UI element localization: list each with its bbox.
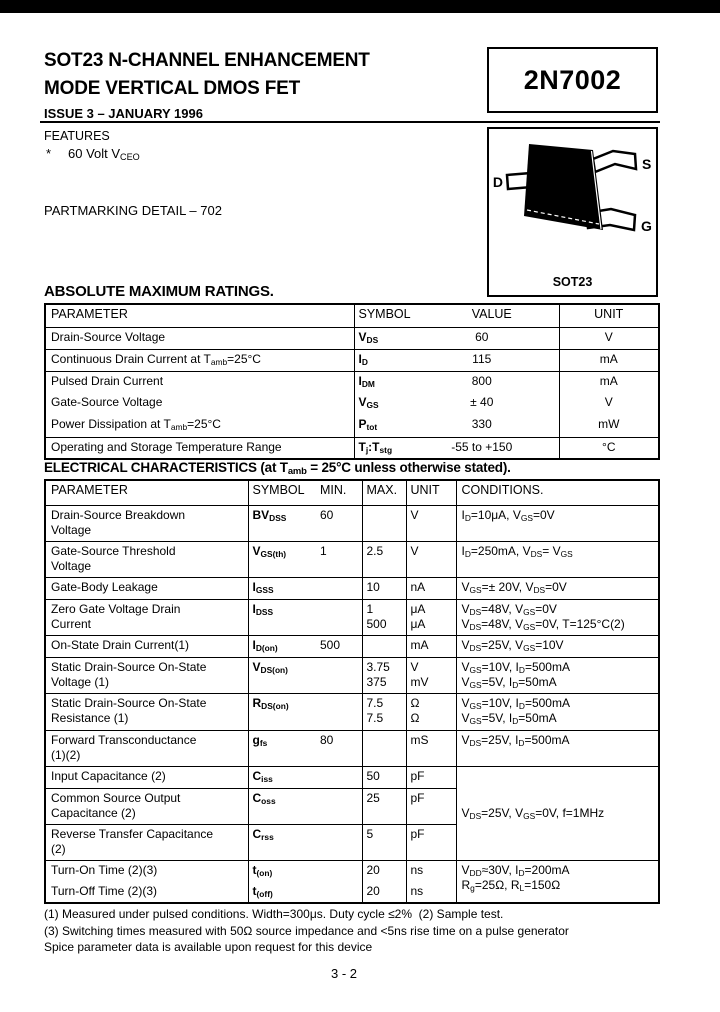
cell-min bbox=[310, 766, 362, 788]
cell-min: 60 bbox=[310, 505, 362, 541]
cell-conditions-merged: $V_{DS}=25V$, $V_{GS}=0V$, f=1MHz bbox=[456, 766, 659, 860]
cell-unit: pF bbox=[406, 824, 456, 860]
cell-parameter: Power Dissipation at $T_{amb}=25^\circ C$ bbox=[45, 415, 354, 437]
abs-max-heading: ABSOLUTE MAXIMUM RATINGS. bbox=[44, 283, 274, 300]
cell-unit: mW bbox=[559, 415, 659, 437]
cell-symbol: $BV_{DSS}$ bbox=[248, 505, 310, 541]
table-row bbox=[45, 541, 659, 577]
partmarking-detail: PARTMARKING DETAIL – 702 bbox=[44, 203, 222, 218]
cell-min bbox=[310, 882, 362, 903]
cell-parameter: Turn-On Time (2)(3) bbox=[45, 860, 248, 882]
footnote-3: (3) Switching times measured with 50Ω source impedance and <5ns rise time on a pulse generator bbox=[44, 923, 569, 938]
table-row bbox=[45, 371, 659, 393]
cell-min: 1 bbox=[310, 541, 362, 577]
cell-symbol: $I_{GSS}$ bbox=[248, 577, 310, 599]
issue-line: ISSUE 3 – JANUARY 1996 bbox=[44, 106, 203, 121]
table-row bbox=[45, 730, 659, 766]
col-header-max: MAX. bbox=[362, 480, 406, 505]
cell-unit: nA bbox=[406, 577, 456, 599]
cell-conditions: $V_{DS}=48V$, $V_{GS}=0V$ $V_{DS}=48V$, $V_{GS}=0V$, T=125°C(2) bbox=[456, 599, 659, 635]
package-drawing-box bbox=[487, 127, 658, 297]
cell-min bbox=[310, 860, 362, 882]
footnote-spice: Spice parameter data is available upon request for this device bbox=[44, 940, 373, 954]
cell-max: 5 bbox=[362, 824, 406, 860]
table-row bbox=[45, 860, 659, 882]
cell-symbol: $C_{rss}$ bbox=[248, 824, 310, 860]
cell-min bbox=[310, 599, 362, 635]
cell-conditions: $V_{GS}=10V$, $I_D=500mA$ $V_{GS}=5V$, $I_D=50mA$ bbox=[456, 657, 659, 693]
cell-max: 20 bbox=[362, 882, 406, 903]
cell-parameter: Pulsed Drain Current bbox=[45, 371, 354, 393]
cell-symbol: $t_{(off)}$ bbox=[248, 882, 310, 903]
cell-max: 7.5 7.5 bbox=[362, 693, 406, 730]
cell-unit: ns bbox=[406, 860, 456, 882]
cell-unit: °C bbox=[559, 437, 659, 459]
cell-symbol: $V_{DS}$ bbox=[354, 327, 431, 349]
cell-parameter: Operating and Storage Temperature Range bbox=[45, 437, 354, 459]
footnotes bbox=[44, 906, 674, 956]
cell-parameter: On-State Drain Current(1) bbox=[45, 635, 248, 657]
col-header-symbol: SYMBOL bbox=[248, 480, 310, 505]
package-caption: SOT23 bbox=[552, 275, 593, 289]
cell-parameter: Turn-Off Time (2)(3) bbox=[45, 882, 248, 903]
cell-max: 50 bbox=[362, 766, 406, 788]
cell-value: ± 40 bbox=[431, 393, 559, 415]
part-number-box bbox=[487, 47, 658, 113]
cell-symbol: $V_{GS(th)}$ bbox=[248, 541, 310, 577]
cell-symbol: $C_{iss}$ bbox=[248, 766, 310, 788]
cell-value: 800 bbox=[431, 371, 559, 393]
pin-label-d: D bbox=[492, 174, 503, 190]
table-header-row bbox=[45, 304, 659, 327]
page-title-line2: MODE VERTICAL DMOS FET bbox=[44, 78, 300, 99]
col-header-value: VALUE bbox=[431, 304, 559, 327]
cell-unit: mA bbox=[406, 635, 456, 657]
table-row bbox=[45, 437, 659, 459]
cell-max bbox=[362, 730, 406, 766]
table-header-row bbox=[45, 480, 659, 505]
cell-min: 80 bbox=[310, 730, 362, 766]
cell-conditions: $V_{GS}=10V$, $I_D=500mA$ $V_{GS}=5V$, $I_D=50mA$ bbox=[456, 693, 659, 730]
col-header-parameter: PARAMETER bbox=[45, 480, 248, 505]
cell-parameter: Drain-Source Voltage bbox=[45, 327, 354, 349]
cell-conditions: $I_D=250mA$, $V_{DS}= V_{GS}$ bbox=[456, 541, 659, 577]
abs-max-table bbox=[44, 303, 660, 460]
cell-min bbox=[310, 693, 362, 730]
cell-symbol: $g_{fs}$ bbox=[248, 730, 310, 766]
cell-parameter: Static Drain-Source On-State Resistance (1) bbox=[45, 693, 248, 730]
features-heading: FEATURES bbox=[44, 129, 110, 143]
cell-parameter: Input Capacitance (2) bbox=[45, 766, 248, 788]
page-number: 3 - 2 bbox=[330, 966, 357, 981]
cell-unit: mA bbox=[559, 371, 659, 393]
cell-symbol: $R_{DS(on)}$ bbox=[248, 693, 310, 730]
scan-top-bar bbox=[0, 0, 720, 13]
cell-max: 10 bbox=[362, 577, 406, 599]
cell-min bbox=[310, 788, 362, 824]
cell-conditions: $V_{GS}=\pm 20V$, $V_{DS}=0V$ bbox=[456, 577, 659, 599]
cell-parameter: Gate-Body Leakage bbox=[45, 577, 248, 599]
feature-bullet: * bbox=[46, 146, 52, 161]
table-row bbox=[45, 577, 659, 599]
cell-parameter: Forward Transconductance (1)(2) bbox=[45, 730, 248, 766]
pin-label-s: S bbox=[642, 156, 652, 172]
cell-conditions: $V_{DS}=25V$, $I_D=500mA$ bbox=[456, 730, 659, 766]
table-row bbox=[45, 505, 659, 541]
cell-unit: V mV bbox=[406, 657, 456, 693]
sot23-package-icon bbox=[489, 129, 656, 269]
cell-min bbox=[310, 824, 362, 860]
header-rule bbox=[40, 121, 660, 123]
cell-max: 3.75 375 bbox=[362, 657, 406, 693]
cell-min: 500 bbox=[310, 635, 362, 657]
cell-symbol: $I_{DSS}$ bbox=[248, 599, 310, 635]
cell-symbol: $C_{oss}$ bbox=[248, 788, 310, 824]
cell-parameter: Gate-Source Threshold Voltage bbox=[45, 541, 248, 577]
part-number: 2N7002 bbox=[523, 64, 622, 95]
cell-parameter: Common Source Output Capacitance (2) bbox=[45, 788, 248, 824]
cell-symbol: $P_{tot}$ bbox=[354, 415, 431, 437]
cell-value: 60 bbox=[431, 327, 559, 349]
cell-unit: V bbox=[406, 541, 456, 577]
cell-symbol: $I_D$ bbox=[354, 349, 431, 371]
cell-max: 25 bbox=[362, 788, 406, 824]
cell-symbol: $V_{GS}$ bbox=[354, 393, 431, 415]
table-row bbox=[45, 327, 659, 349]
cell-unit: mA bbox=[559, 349, 659, 371]
cell-value: -55 to +150 bbox=[431, 437, 559, 459]
cell-unit: μA μA bbox=[406, 599, 456, 635]
cell-max bbox=[362, 635, 406, 657]
col-header-conditions: CONDITIONS. bbox=[456, 480, 659, 505]
cell-parameter: Reverse Transfer Capacitance (2) bbox=[45, 824, 248, 860]
col-header-min: MIN. bbox=[310, 480, 362, 505]
table-row bbox=[45, 393, 659, 415]
cell-unit: V bbox=[406, 505, 456, 541]
cell-symbol: $I_{D(on)}$ bbox=[248, 635, 310, 657]
cell-value: 330 bbox=[431, 415, 559, 437]
cell-symbol: $I_{DM}$ bbox=[354, 371, 431, 393]
cell-symbol: $t_{(on)}$ bbox=[248, 860, 310, 882]
cell-min bbox=[310, 657, 362, 693]
table-row bbox=[45, 635, 659, 657]
cell-unit: V bbox=[559, 327, 659, 349]
cell-unit: ns bbox=[406, 882, 456, 903]
table-row bbox=[45, 349, 659, 371]
cell-unit: pF bbox=[406, 788, 456, 824]
cell-parameter: Continuous Drain Current at $T_{amb}=25^\circ C$ bbox=[45, 349, 354, 371]
cell-symbol: $V_{DS(on)}$ bbox=[248, 657, 310, 693]
cell-unit: mS bbox=[406, 730, 456, 766]
cell-conditions-merged: $V_{DD}\approx 30V$, $I_D=200mA$ $R_g=25\Omega$, $R_L=150\Omega$ bbox=[456, 860, 659, 903]
table-row bbox=[45, 766, 659, 788]
cell-unit: V bbox=[559, 393, 659, 415]
cell-unit: Ω Ω bbox=[406, 693, 456, 730]
cell-min bbox=[310, 577, 362, 599]
cell-unit: pF bbox=[406, 766, 456, 788]
elec-char-table bbox=[44, 479, 660, 904]
cell-max bbox=[362, 505, 406, 541]
table-row bbox=[45, 599, 659, 635]
cell-value: 115 bbox=[431, 349, 559, 371]
cell-max: 1 500 bbox=[362, 599, 406, 635]
page-title-line1: SOT23 N-CHANNEL ENHANCEMENT bbox=[44, 50, 370, 71]
elec-char-heading: ELECTRICAL CHARACTERISTICS (at $T_{amb} = 25^\circ C$ unless otherwise stated). bbox=[44, 460, 511, 478]
pin-label-g: G bbox=[641, 218, 652, 234]
cell-conditions: $V_{DS}=25V$, $V_{GS}=10V$ bbox=[456, 635, 659, 657]
col-header-symbol: SYMBOL bbox=[354, 304, 431, 327]
cell-symbol: $T_j:T_{stg}$ bbox=[354, 437, 431, 459]
table-row bbox=[45, 693, 659, 730]
feature-text: 60 Volt $V_{CEO}$ bbox=[68, 146, 140, 162]
table-row bbox=[45, 415, 659, 437]
cell-max: 20 bbox=[362, 860, 406, 882]
cell-parameter: Drain-Source Breakdown Voltage bbox=[45, 505, 248, 541]
cell-max: 2.5 bbox=[362, 541, 406, 577]
cell-conditions: $I_D=10\mu A$, $V_{GS}=0V$ bbox=[456, 505, 659, 541]
table-row bbox=[45, 657, 659, 693]
col-header-unit: UNIT bbox=[559, 304, 659, 327]
col-header-parameter: PARAMETER bbox=[45, 304, 354, 327]
cell-parameter: Static Drain-Source On-State Voltage (1) bbox=[45, 657, 248, 693]
col-header-unit: UNIT bbox=[406, 480, 456, 505]
footnote-1: (1) Measured under pulsed conditions. Width=300μs. Duty cycle ≤2% (2) Sample test. bbox=[44, 907, 504, 921]
cell-parameter: Gate-Source Voltage bbox=[45, 393, 354, 415]
cell-parameter: Zero Gate Voltage Drain Current bbox=[45, 599, 248, 635]
